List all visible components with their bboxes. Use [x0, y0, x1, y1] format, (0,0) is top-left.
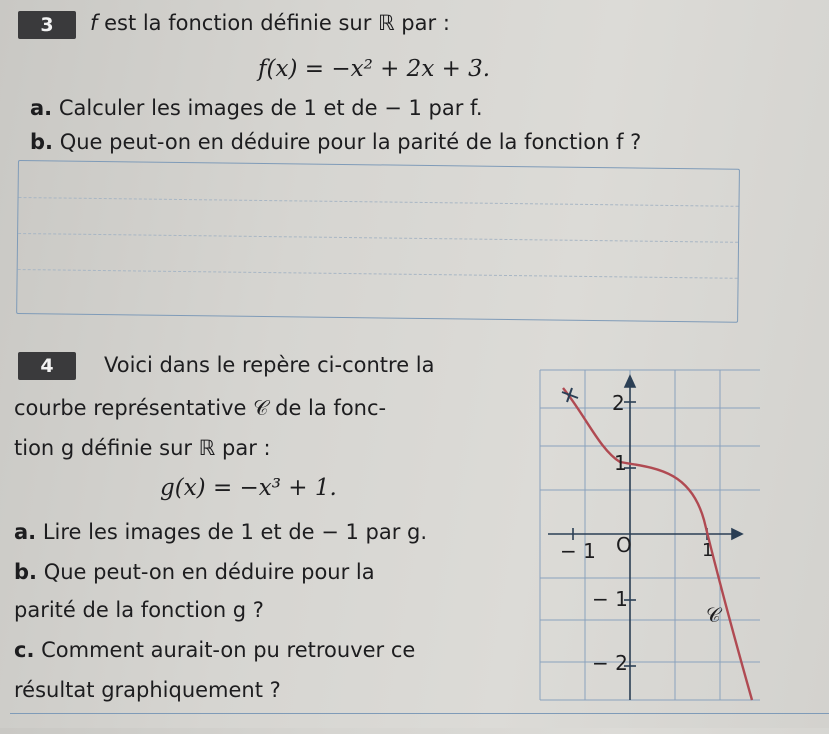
y-axis-arrow	[625, 376, 635, 387]
y-tick-label-1: 1	[614, 451, 627, 475]
exercise-4-line-3: tion g définie sur ℝ par :	[14, 436, 271, 460]
question-a-label: a.	[14, 520, 37, 544]
x-axis-arrow	[732, 529, 742, 539]
exercise-3-number: 3	[18, 11, 76, 39]
bottom-answer-box[interactable]	[10, 713, 829, 734]
origin-label: O	[616, 533, 632, 557]
question-a-text: Lire les images de 1 et de − 1 par g.	[36, 520, 428, 544]
question-b-text: Que peut-on en déduire pour la parité de la fonction f ?	[53, 130, 642, 154]
x-tick-label-minus-1: − 1	[560, 539, 596, 563]
exercise-3-intro-text: est la fonction définie sur ℝ par :	[97, 11, 450, 35]
question-c-text: Comment aurait-on pu retrouver ce	[34, 638, 416, 662]
question-b-label: b.	[14, 560, 38, 584]
question-a-text: Calculer les images de 1 et de − 1 par f.	[52, 96, 483, 120]
exercise-4-formula: g(x) = −x³ + 1.	[160, 475, 337, 501]
question-b-text: Que peut-on en déduire pour la	[37, 560, 375, 584]
exercise-4-line-2: courbe représentative 𝒞 de la fonc-	[14, 396, 387, 420]
function-name-f: f	[90, 11, 98, 35]
exercise-4-line-1: Voici dans le repère ci-contre la	[104, 353, 435, 377]
exercise-3-formula: f(x) = −x² + 2x + 3.	[258, 56, 491, 82]
y-tick-label-2: 2	[612, 391, 625, 415]
x-tick-label-1: 1	[702, 540, 714, 561]
exercise-4-question-c-2: résultat graphiquement ?	[14, 678, 281, 702]
exercise-4-question-b-2: parité de la fonction g ?	[14, 598, 264, 622]
y-tick-label-minus-2: − 2	[592, 651, 628, 675]
axes	[548, 376, 742, 700]
y-tick-label-minus-1: − 1	[592, 587, 628, 611]
exercise-4-number: 4	[18, 352, 76, 380]
question-c-label: c.	[14, 638, 35, 662]
question-a-label: a.	[30, 96, 53, 120]
question-b-label: b.	[30, 130, 54, 154]
curve-label: 𝒞	[706, 603, 721, 627]
